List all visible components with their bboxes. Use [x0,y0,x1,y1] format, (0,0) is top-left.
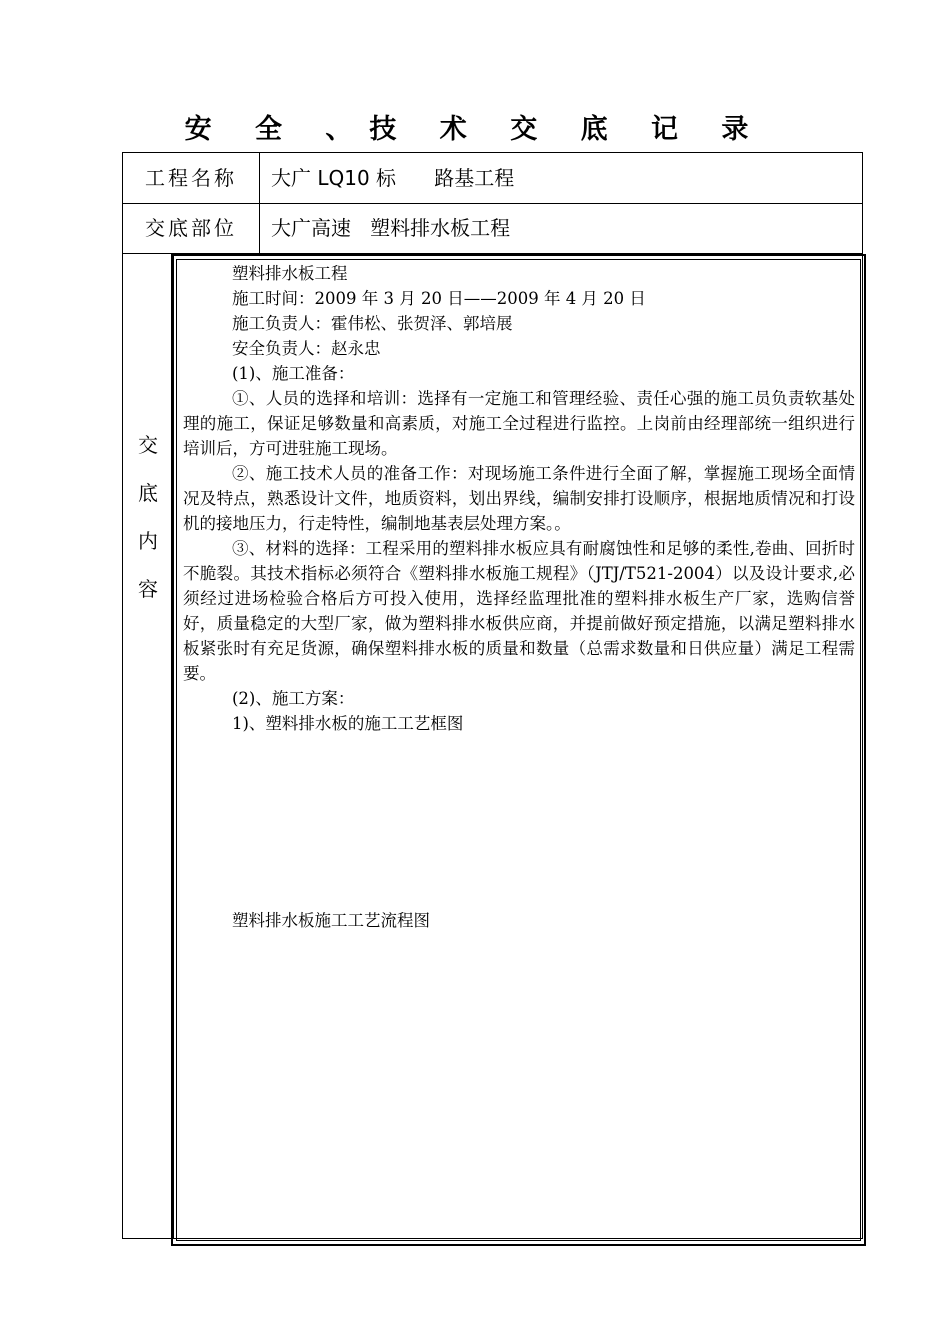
subsection-flowchart: 1)、塑料排水板的施工工艺框图 [232,714,464,733]
construction-lead: 施工负责人：霍伟松、张贺泽、郭培展 [232,314,513,333]
label-char: 内 [138,529,158,553]
handover-location-value: 大广高速 塑料排水板工程 [271,216,511,240]
document-title: 安 全 、技 术 交 底 记 录 [184,114,766,145]
section-preparation: (1)、施工准备： [232,364,355,383]
safety-lead: 安全负责人：赵永忠 [232,339,381,358]
label-char: 容 [138,577,158,601]
label-char: 交 [138,433,158,457]
handover-content-label [123,421,173,613]
handover-content [183,261,855,736]
item-personnel: ①、人员的选择和培训：选择有一定施工和管理经验、责任心强的施工员负责软基处理的施工，保证足够数量和高素质，对施工全过程进行监控。上岗前由经理部统一组织进行培训后，方可进驻施工现场。 [183,389,855,458]
section-plan: (2)、施工方案： [232,689,355,708]
project-name-label: 工程名称 [145,166,237,190]
handover-location-label: 交底部位 [145,216,237,240]
item-materials: ③、材料的选择：工程采用的塑料排水板应具有耐腐蚀性和足够的柔性,卷曲、回折时不脆裂。其技术指标必须符合《塑料排水板施工规程》（JTJ/T521-2004）以及设计要求,必须经过进场检验合格后方可投入使用，选择经监理批准的塑料排水板生产厂家，选购信誉好，质量稳定的大型厂家，做为塑料排水板供应商，并提前做好预定措施，以满足塑料排水板紧张时有充足货源，确保塑料排水板的质量和数量（总需求数量和日供应量）满足工程需要。 [183,539,855,683]
project-name-value: 大广 LQ10 标 路基工程 [271,166,515,190]
flowchart-caption: 塑料排水板施工工艺流程图 [232,911,430,930]
item-technical-prep: ②、施工技术人员的准备工作：对现场施工条件进行全面了解，掌握施工现场全面情况及特点，熟悉设计文件，地质资料，划出界线，编制安排打设顺序，根据地质情况和打设机的接地压力，行走特性，编制地基表层处理方案。。 [183,464,855,533]
construction-time: 施工时间：2009 年 3 月 20 日——2009 年 4 月 20 日 [232,289,646,308]
label-char: 底 [138,481,158,505]
content-heading: 塑料排水板工程 [232,264,348,283]
